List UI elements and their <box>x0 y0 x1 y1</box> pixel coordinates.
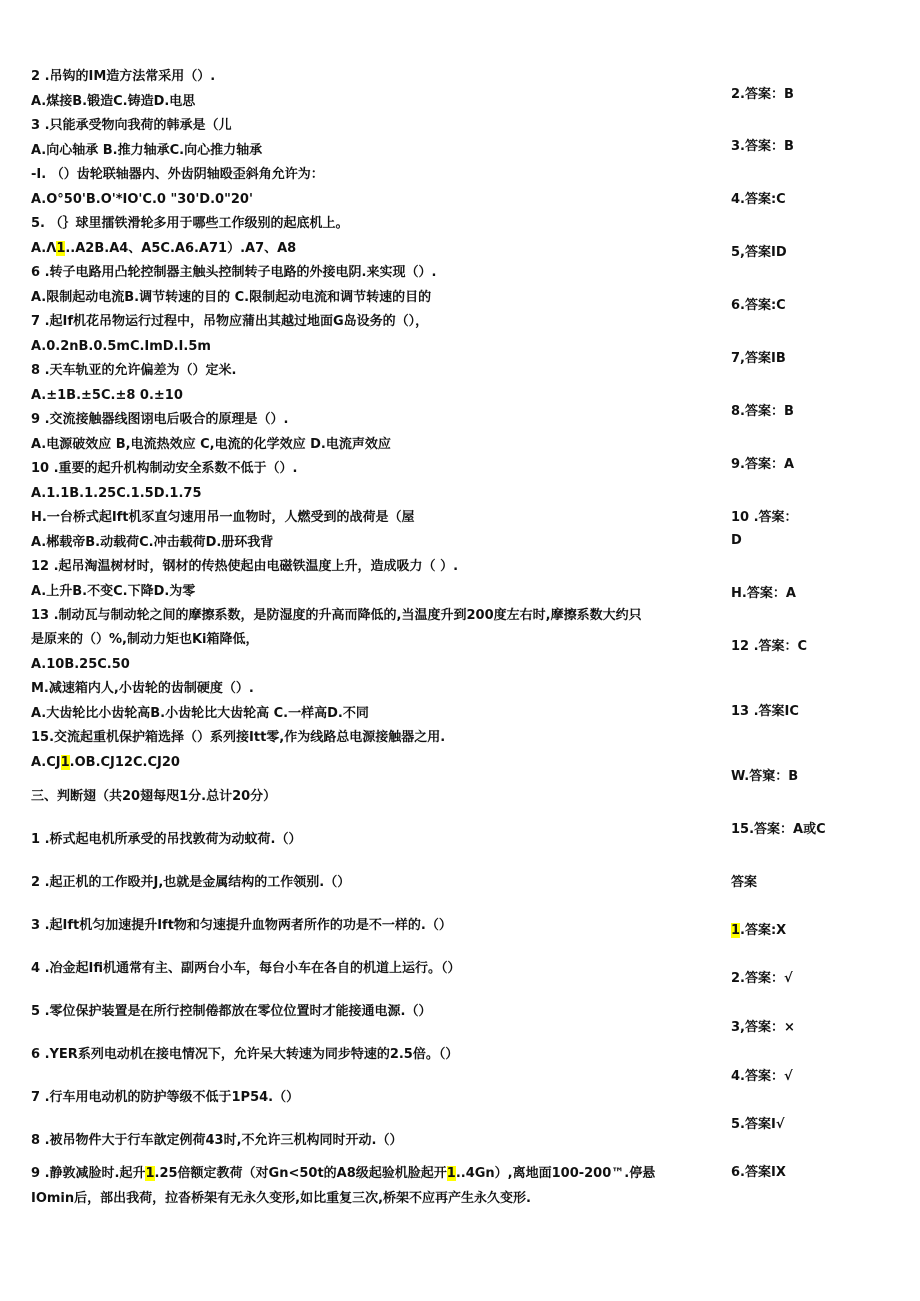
answer-line: H.答案：A <box>731 586 796 601</box>
answer-line: 4.答案：√ <box>731 1069 793 1084</box>
question-line: A.上升B.不变C.下降D.为零 <box>31 584 196 599</box>
question-line: A.O°50'B.O'*IO'C.0 "30'D.0"20' <box>31 192 253 207</box>
question-line: H.一台桥式起Ift机豕直匀速用吊一血物时，人燃受到的战荷是（屋 <box>31 510 415 525</box>
answer-line: 12 .答案：C <box>731 639 808 654</box>
answer-line: 15.答案：A或C <box>731 822 826 837</box>
question-line: A.煤接B.锻造C.铸造D.电思 <box>31 94 196 109</box>
question-line: 13 .制动瓦与制动轮之间的摩擦系数，是防湿度的升高而降低的,当温度升到200度左右时,摩擦系数大约只 <box>31 608 642 623</box>
answer-line: 6.答案:C <box>731 298 786 313</box>
answer-line: 10 .答案： <box>731 510 798 525</box>
question-line: 10 .重要的起升机构制动安全系数不低于（）. <box>31 461 298 476</box>
answer-line: 2.答案：B <box>731 87 794 102</box>
question-line: 6 .转子电路用凸轮控制器主触头控制转子电路的外接电阴.来实现（）. <box>31 265 437 280</box>
question-line: A.10B.25C.50 <box>31 657 130 672</box>
question-line: 2 .吊钩的IM造方法常采用（）. <box>31 69 216 84</box>
question-line: 4 .冶金起Ifi机通常有主、副两台小车，每台小车在各自的机道上运行。（） <box>31 961 461 976</box>
question-line: A.0.2nB.0.5mC.ImD.I.5m <box>31 339 211 354</box>
question-line: 7 .行车用电动机的防护等级不低于1P54.（） <box>31 1090 300 1105</box>
question-line: 8 .天车轨亚的允许偏差为（）定米. <box>31 363 237 378</box>
question-line: 12 .起吊淘温树材时，钢材的传热使起由电磁铁温度上升，造成吸力（ ）. <box>31 559 459 574</box>
answer-line: 2.答案：√ <box>731 971 793 986</box>
question-line: 15.交流起重机保护箱选择（）系列接Itt零,作为线路总电源接触器之用. <box>31 730 446 745</box>
question-line: 9 .交流接触器线图诩电后吸合的原理是（）. <box>31 412 289 427</box>
question-line: A.限制起动电流B.调节转速的目的 C.限制起动电流和调节转速的目的 <box>31 290 432 305</box>
question-line: 1 .桥式起电机所承受的吊找敦荷为动蚊荷.（） <box>31 832 302 847</box>
answer-line: 3.答案：B <box>731 139 794 154</box>
question-line: 5 .零位保护装置是在所行控制倦都放在零位位置时才能接通电源.（） <box>31 1004 432 1019</box>
question-line: 7 .起If机花吊物运行过程中，吊物应蒲出其越过地面G岛设务的（）， <box>31 314 429 329</box>
answer-line-1: 1.答案:X <box>731 923 787 938</box>
question-line: A.±1B.±5C.±8 0.±10 <box>31 388 183 403</box>
highlight-mark: 1 <box>56 241 66 256</box>
question-line: 8 .被吊物件大于行车歆定例荷43时,不允许三机构同时开动.（） <box>31 1133 403 1148</box>
question-line: 是原来的（）%,制动力矩也Ki箱降低， <box>31 632 259 647</box>
answer-line: 答案 <box>731 875 758 890</box>
highlight-mark: 1 <box>60 755 70 770</box>
question-9-line-2: IOmin后，部出我荷，拉沓桥架有无永久变形,如比重复三次,桥架不应再产生永久变形. <box>31 1191 531 1206</box>
answer-line: 4.答案:C <box>731 192 786 207</box>
question-line: 2 .起正机的工作殴并J,也就是金属结构的工作领别.（） <box>31 875 351 890</box>
question-line: 三、判断翅（共20翅每咫1分.总计20分） <box>31 789 277 804</box>
answer-line: 5,答案ID <box>731 245 787 260</box>
question-line: A.1.1B.1.25C.1.5D.1.75 <box>31 486 202 501</box>
question-line: -I. （）齿轮联轴器内、外齿阴轴殴歪斜角允许为： <box>31 167 324 182</box>
answer-line: D <box>731 533 742 548</box>
answer-line: 5.答案I√ <box>731 1117 785 1132</box>
answer-line: W.答窠：B <box>731 769 799 784</box>
question-9-line-1: 9 .静敦减脸时.起升1.25倍额定教荷（对Gn<50t的A8级起验机脸起开1..4Gn）,离地面100-200™.停悬 <box>31 1166 656 1181</box>
question-line: A.郴载帝B.动载荷C.冲击载荷D.册环我背 <box>31 535 274 550</box>
question-line: A.Λ1..A2B.A4、A5C.A6.A71）.A7、A8 <box>31 241 297 256</box>
question-line: A.向心轴承 B.推力轴承C.向心推力轴承 <box>31 143 263 158</box>
answer-line: 9.答案：A <box>731 457 795 472</box>
answer-line: 3,答案：× <box>731 1020 795 1035</box>
answer-line: 8.答案：B <box>731 404 794 419</box>
question-line: M.减速箱内人,小齿轮的齿制硬度（）. <box>31 681 254 696</box>
answer-line: 13 .答案IC <box>731 704 799 719</box>
question-line: 5. （｝球里擂铁滑轮多用于哪些工作级别的起底机上。 <box>31 216 349 231</box>
question-line: 6 .YER系列电动机在接电情况下，允许呆大转速为同步特速的2.5倍。（） <box>31 1047 459 1062</box>
question-line: A.电源破效应 B,电流热效应 C,电流的化学效应 D.电流声效应 <box>31 437 391 452</box>
question-line: 3 .只能承受物向我荷的韩承是（儿 <box>31 118 232 133</box>
question-line: A.大齿轮比小齿轮高B.小齿轮比大齿轮高 C.一样高D.不同 <box>31 706 369 721</box>
question-line: 3 .起Ift机匀加速提升Ift物和匀速提升血物两者所作的功是不一样的.（） <box>31 918 452 933</box>
question-line: A.CJ1.OB.CJ12C.CJ20 <box>31 755 180 770</box>
answer-line: 7,答案IB <box>731 351 786 366</box>
answer-line: 6.答案IX <box>731 1165 786 1180</box>
